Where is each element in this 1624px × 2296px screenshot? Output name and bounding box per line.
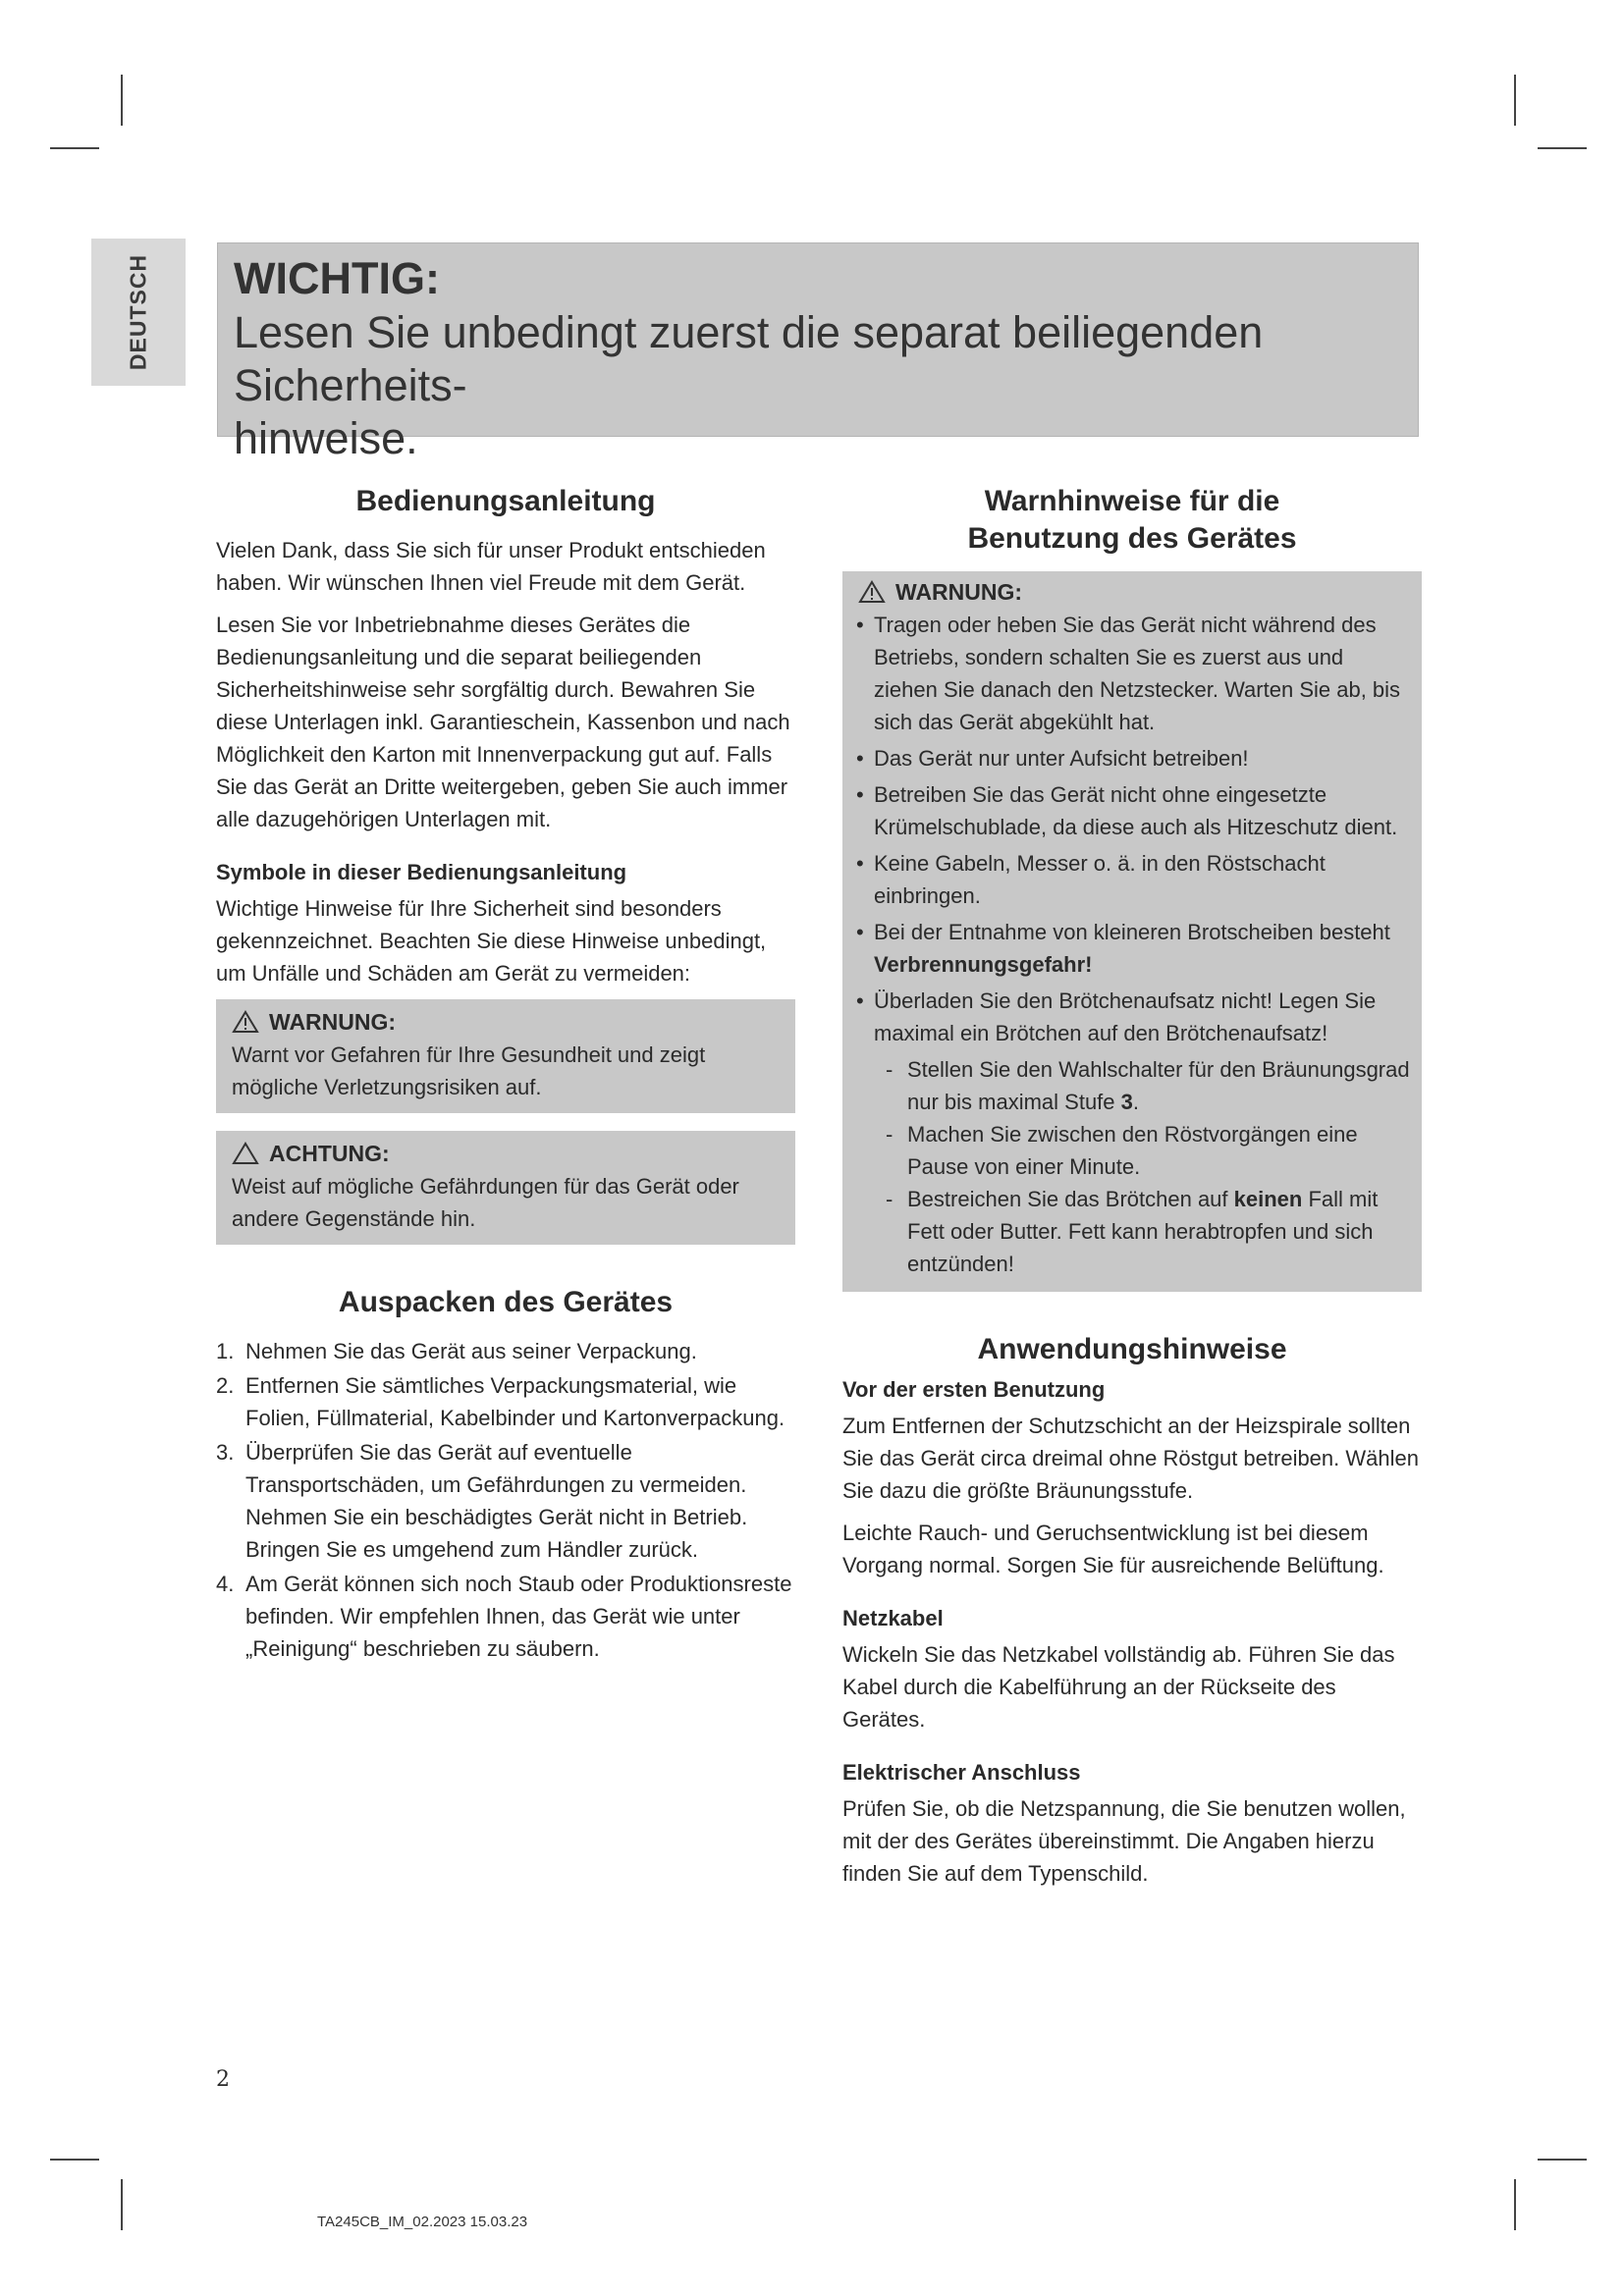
list-item xyxy=(216,1335,795,1367)
warning-symbol-box xyxy=(216,999,795,1113)
warn-heading-line-1: Warnhinweise für die xyxy=(984,485,1280,517)
caution-symbol-box xyxy=(216,1131,795,1245)
warn-heading xyxy=(842,483,1422,558)
manual-paragraph-2: Lesen Sie vor Inbetriebnahme dieses Gerätes die Bedienungsanleitung und die separat beiliegenden Sicherheitshinweise sehr sorgfältig durch. Bewahren Sie diese Unterlagen inkl. Garantieschein, Kassenbon und nach Möglichkeit den Karton mit Innenverpackung gut auf. Falls Sie das Gerät an Dritte weitergeben, geben Sie auch immer alle dazugehörigen Unterlagen mit. xyxy=(216,613,790,831)
list-item: • Keine Gabeln, Messer o. ä. in den Röstschacht einbringen. xyxy=(856,851,1326,908)
banner-line-2: hinweise. xyxy=(234,413,418,463)
sub-list-item-text: Stellen Sie den Wahlschalter für den Bräunungsgrad nur bis maximal Stufe xyxy=(907,1057,1410,1114)
crop-mark xyxy=(50,2159,99,2161)
list-item: • Betreiben Sie das Gerät nicht ohne eingesetzte Krümelschublade, da diese auch als Hitzeschutz dient. xyxy=(856,782,1398,839)
list-item-number: 2. xyxy=(216,1373,235,1398)
crop-mark xyxy=(1538,147,1587,149)
keinen-text: keinen xyxy=(1233,1187,1303,1211)
burn-hazard-text: Verbrennungsgefahr! xyxy=(874,952,1093,977)
sub-list-item: - Stellen Sie den Wahlschalter für den Bräunungsgrad nur bis maximal Stufe 3. xyxy=(886,1057,1410,1114)
crop-mark xyxy=(1514,75,1516,126)
list-item: • Bei der Entnahme von kleineren Brotscheiben besteht Verbrennungsgefahr! xyxy=(856,920,1390,977)
list-item: • Das Gerät nur unter Aufsicht betreiben! xyxy=(856,746,1249,771)
sub-list xyxy=(874,1053,1410,1280)
crop-mark xyxy=(121,2179,123,2230)
manual-heading: Bedienungsanleitung xyxy=(355,485,656,517)
symbols-intro: Wichtige Hinweise für Ihre Sicherheit sind besonders gekennzeichnet. Beachten Sie diese Hinweise unbedingt, um Unfälle und Schäden am Gerät zu vermeiden: xyxy=(216,896,767,986)
sub-list-item-end: Fall mit Fett oder Butter. Fett kann herabtropfen und sich entzünden! xyxy=(907,1187,1379,1276)
list-item-text: Bei der Entnahme von kleineren Brotscheiben besteht xyxy=(874,920,1390,944)
warning-box xyxy=(842,571,1422,1292)
list-item xyxy=(216,1568,795,1665)
important-banner xyxy=(217,242,1419,463)
crop-mark xyxy=(50,147,99,149)
sub-list-item: - Machen Sie zwischen den Röstvorgängen eine Pause von einer Minute. xyxy=(886,1122,1358,1179)
list-item-text: Überladen Sie den Brötchenaufsatz nicht! Legen Sie maximal ein Brötchen auf den Brötchenaufsatz! xyxy=(874,988,1377,1045)
crop-mark xyxy=(1538,2159,1587,2161)
list-item-text: Entfernen Sie sämtliches Verpackungsmaterial, wie Folien, Füllmaterial, Kabelbinder und Kartonverpackung. xyxy=(245,1373,785,1430)
list-item-text: Betreiben Sie das Gerät nicht ohne eingesetzte Krümelschublade, da diese auch als Hitzeschutz dient. xyxy=(874,782,1398,839)
language-tab xyxy=(91,239,186,386)
list-item-number: 3. xyxy=(216,1440,235,1465)
footer-code: TA245CB_IM_02.2023 15.03.23 xyxy=(317,2214,528,2230)
usage-heading: Anwendungshinweise xyxy=(977,1333,1287,1365)
cable-paragraph: Wickeln Sie das Netzkabel vollständig ab. Führen Sie das Kabel durch die Kabelführung an der Rückseite des Gerätes. xyxy=(842,1642,1395,1732)
list-item-text: Keine Gabeln, Messer o. ä. in den Röstschacht einbringen. xyxy=(874,851,1326,908)
page-number: 2 xyxy=(216,2067,230,2092)
list-item-text: Tragen oder heben Sie das Gerät nicht während des Betriebs, sondern schalten Sie es zuerst aus und ziehen Sie danach den Netzstecker. Warten Sie ab, bis sich das Gerät abgekühlt hat. xyxy=(874,613,1401,734)
sub-list-item-text: Machen Sie zwischen den Röstvorgängen eine Pause von einer Minute. xyxy=(907,1122,1358,1179)
warning-symbol-text: Warnt vor Gefahren für Ihre Gesundheit und zeigt mögliche Verletzungsrisiken auf. xyxy=(232,1042,706,1099)
crop-mark xyxy=(121,75,123,126)
symbols-heading: Symbole in dieser Bedienungsanleitung xyxy=(216,860,627,884)
unpack-list xyxy=(216,1335,795,1665)
banner-line-1: Lesen Sie unbedingt zuerst die separat beiliegenden Sicherheits- xyxy=(234,307,1264,410)
first-use-paragraph-1: Zum Entfernen der Schutzschicht an der Heizspirale sollten Sie das Gerät circa dreimal ohne Röstgut betreiben. Wählen Sie dazu die größte Bräunungsstufe. xyxy=(842,1414,1419,1503)
warn-heading-line-2: Benutzung des Gerätes xyxy=(967,522,1297,555)
electrical-heading: Elektrischer Anschluss xyxy=(842,1760,1081,1785)
left-column xyxy=(216,483,795,1667)
sub-list-item-end: . xyxy=(1132,1090,1140,1114)
list-item: • Überladen Sie den Brötchenaufsatz nicht! Legen Sie maximal ein Brötchen auf den Brötchenaufsatz! - Stellen Sie den Wahlschalter für den Bräunungsgrad nur bis maximal Stufe 3. - Machen Sie zwischen den Röstvorgängen eine Pause von einer Minute. - Bestreichen Sie das Brötchen auf keinen Fall mit Fett oder Butter. Fett kann herabtropfen und sich entzünden! xyxy=(852,985,1410,1280)
caution-triangle-icon xyxy=(232,1142,259,1165)
right-column xyxy=(842,483,1422,1899)
crop-mark xyxy=(1514,2179,1516,2230)
first-use-heading: Vor der ersten Benutzung xyxy=(842,1377,1106,1402)
list-item xyxy=(216,1436,795,1566)
electrical-paragraph: Prüfen Sie, ob die Netzspannung, die Sie benutzen wollen, mit der des Gerätes übereinstimmt. Die Angaben hierzu finden Sie auf dem Typenschild. xyxy=(842,1796,1406,1886)
unpack-heading: Auspacken des Gerätes xyxy=(338,1286,674,1318)
list-item-text: Nehmen Sie das Gerät aus seiner Verpackung. xyxy=(245,1339,697,1363)
warning-list xyxy=(852,609,1410,1280)
list-item-number: 4. xyxy=(216,1572,235,1596)
list-item xyxy=(216,1369,795,1434)
warning-triangle-icon xyxy=(232,1010,259,1034)
sub-list-item-text: Bestreichen Sie das Brötchen auf xyxy=(907,1187,1228,1211)
max-level-text: 3 xyxy=(1120,1090,1133,1114)
language-tab-label: DEUTSCH xyxy=(125,253,151,371)
list-item-number: 1. xyxy=(216,1339,235,1363)
list-item: • Tragen oder heben Sie das Gerät nicht während des Betriebs, sondern schalten Sie es zuerst aus und ziehen Sie danach den Netzstecker. Warten Sie ab, bis sich das Gerät abgekühlt hat. xyxy=(856,613,1401,734)
warning-symbol-title: WARNUNG: xyxy=(269,1009,397,1035)
list-item-text: Überprüfen Sie das Gerät auf eventuelle Transportschäden, um Gefährdungen zu vermeiden. Nehmen Sie ein beschädigtes Gerät nicht in Betrieb. Bringen Sie es umgehend zum Händler zurück. xyxy=(245,1440,748,1562)
cable-heading: Netzkabel xyxy=(842,1606,944,1630)
warning-box-title: WARNUNG: xyxy=(895,579,1023,605)
banner-title: WICHTIG: xyxy=(234,253,440,303)
manual-paragraph-1: Vielen Dank, dass Sie sich für unser Produkt entschieden haben. Wir wünschen Ihnen viel Freude mit dem Gerät. xyxy=(216,538,766,595)
warning-triangle-icon xyxy=(858,580,886,604)
first-use-paragraph-2: Leichte Rauch- und Geruchsentwicklung ist bei diesem Vorgang normal. Sorgen Sie für ausreichende Belüftung. xyxy=(842,1521,1384,1577)
list-item-text: Das Gerät nur unter Aufsicht betreiben! xyxy=(874,746,1249,771)
caution-symbol-title: ACHTUNG: xyxy=(269,1141,390,1166)
list-item-text: Am Gerät können sich noch Staub oder Produktionsreste befinden. Wir empfehlen Ihnen, das Gerät wie unter „Reinigung“ beschrieben zu säubern. xyxy=(245,1572,792,1661)
caution-symbol-text: Weist auf mögliche Gefährdungen für das Gerät oder andere Gegenstände hin. xyxy=(232,1174,739,1231)
sub-list-item: - Bestreichen Sie das Brötchen auf keinen Fall mit Fett oder Butter. Fett kann herabtropfen und sich entzünden! xyxy=(886,1187,1379,1276)
